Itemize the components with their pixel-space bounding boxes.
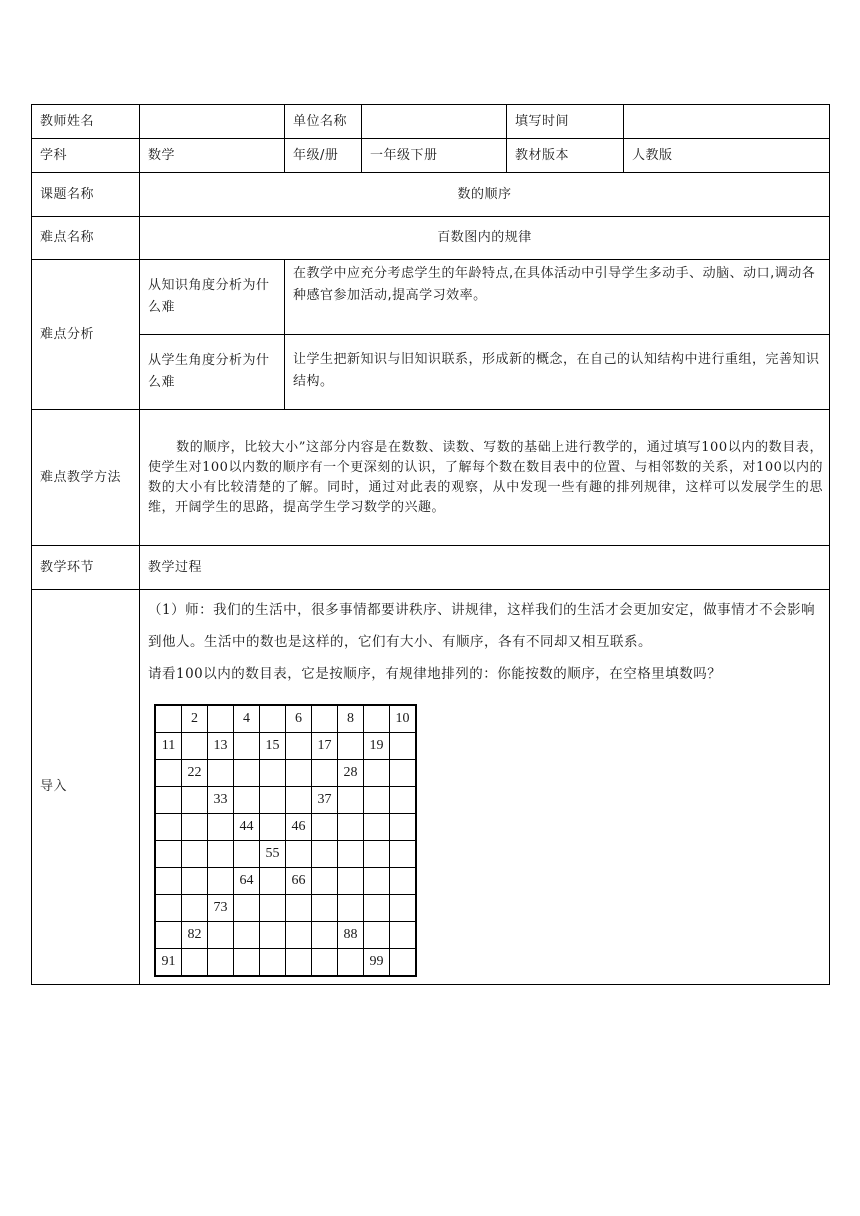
grid-row bbox=[155, 760, 416, 787]
grid-cell-blank[interactable] bbox=[364, 787, 390, 814]
lesson-plan-document bbox=[31, 104, 829, 985]
grid-row bbox=[155, 705, 416, 733]
grid-cell-filled: 73 bbox=[208, 895, 234, 922]
grid-cell-blank[interactable] bbox=[390, 733, 417, 760]
difficulty-value: 百数图内的规律 bbox=[140, 217, 830, 260]
grid-cell-blank[interactable] bbox=[155, 868, 182, 895]
grid-cell-blank[interactable] bbox=[338, 868, 364, 895]
grid-cell-blank[interactable] bbox=[260, 868, 286, 895]
grid-cell-blank[interactable] bbox=[260, 787, 286, 814]
grid-cell-filled: 46 bbox=[286, 814, 312, 841]
grid-cell-blank[interactable] bbox=[155, 922, 182, 949]
fill-date-value bbox=[624, 105, 830, 139]
grid-cell-filled: 13 bbox=[208, 733, 234, 760]
grid-cell-filled: 64 bbox=[234, 868, 260, 895]
knowledge-angle-value: 在教学中应充分考虑学生的年龄特点,在具体活动中引导学生多动手、动脑、动口,调动各种感官参加活动,提高学习效率。 bbox=[285, 260, 830, 335]
grid-cell-blank[interactable] bbox=[364, 841, 390, 868]
grid-row bbox=[155, 841, 416, 868]
grid-cell-blank[interactable] bbox=[208, 922, 234, 949]
grid-cell-blank[interactable] bbox=[364, 705, 390, 733]
method-label: 难点教学方法 bbox=[32, 410, 140, 546]
grid-cell-filled: 2 bbox=[182, 705, 208, 733]
grid-cell-filled: 17 bbox=[312, 733, 338, 760]
grid-cell-blank[interactable] bbox=[312, 760, 338, 787]
topic-label: 课题名称 bbox=[32, 173, 140, 217]
grid-row bbox=[155, 787, 416, 814]
grid-cell-blank[interactable] bbox=[182, 949, 208, 977]
hundred-chart-grid bbox=[154, 704, 417, 977]
subject-value: 数学 bbox=[140, 139, 285, 173]
grid-cell-blank[interactable] bbox=[208, 841, 234, 868]
grid-cell-filled: 91 bbox=[155, 949, 182, 977]
unit-name-label: 单位名称 bbox=[285, 105, 362, 139]
grid-cell-blank[interactable] bbox=[182, 787, 208, 814]
fill-date-label: 填写时间 bbox=[507, 105, 624, 139]
grid-cell-blank[interactable] bbox=[364, 895, 390, 922]
grid-row bbox=[155, 733, 416, 760]
grid-cell-blank[interactable] bbox=[155, 760, 182, 787]
grid-cell-blank[interactable] bbox=[286, 895, 312, 922]
grid-cell-blank[interactable] bbox=[234, 787, 260, 814]
grid-cell-blank[interactable] bbox=[234, 841, 260, 868]
grid-cell-blank[interactable] bbox=[155, 814, 182, 841]
analysis-label: 难点分析 bbox=[32, 260, 140, 410]
difficulty-label: 难点名称 bbox=[32, 217, 140, 260]
grid-cell-blank[interactable] bbox=[208, 705, 234, 733]
grid-cell-blank[interactable] bbox=[364, 922, 390, 949]
grid-cell-blank[interactable] bbox=[286, 922, 312, 949]
grid-cell-blank[interactable] bbox=[338, 814, 364, 841]
grid-cell-blank[interactable] bbox=[312, 949, 338, 977]
grid-cell-blank[interactable] bbox=[338, 733, 364, 760]
method-paragraph bbox=[140, 410, 830, 546]
grid-cell-blank[interactable] bbox=[182, 895, 208, 922]
grid-cell-blank[interactable] bbox=[364, 868, 390, 895]
grade-value: 一年级下册 bbox=[362, 139, 507, 173]
grid-cell-blank[interactable] bbox=[155, 841, 182, 868]
grid-cell-filled: 44 bbox=[234, 814, 260, 841]
topic-value: 数的顺序 bbox=[140, 173, 830, 217]
grid-cell-blank[interactable] bbox=[155, 705, 182, 733]
student-angle-label: 从学生角度分析为什么难 bbox=[140, 335, 285, 410]
subject-label: 学科 bbox=[32, 139, 140, 173]
grid-cell-blank[interactable] bbox=[312, 814, 338, 841]
student-angle-value: 让学生把新知识与旧知识联系，形成新的概念，在自己的认知结构中进行重组，完善知识结构。 bbox=[285, 335, 830, 410]
grid-cell-filled: 82 bbox=[182, 922, 208, 949]
grid-cell-blank[interactable] bbox=[234, 922, 260, 949]
grid-cell-filled: 15 bbox=[260, 733, 286, 760]
grid-cell-blank[interactable] bbox=[338, 787, 364, 814]
lesson-plan-table bbox=[31, 104, 830, 985]
grid-cell-blank[interactable] bbox=[208, 814, 234, 841]
teacher-name-label: 教师姓名 bbox=[32, 105, 140, 139]
grid-row bbox=[155, 814, 416, 841]
grid-row bbox=[155, 949, 416, 977]
grid-cell-filled: 19 bbox=[364, 733, 390, 760]
grid-cell-filled: 88 bbox=[338, 922, 364, 949]
grid-cell-blank[interactable] bbox=[182, 733, 208, 760]
grid-cell-blank[interactable] bbox=[155, 787, 182, 814]
grid-cell-blank[interactable] bbox=[390, 895, 417, 922]
grid-cell-filled: 28 bbox=[338, 760, 364, 787]
grid-cell-blank[interactable] bbox=[286, 787, 312, 814]
grid-cell-blank[interactable] bbox=[312, 705, 338, 733]
knowledge-angle-label: 从知识角度分析为什么难 bbox=[140, 260, 285, 335]
grid-cell-blank[interactable] bbox=[286, 733, 312, 760]
grid-cell-filled: 99 bbox=[364, 949, 390, 977]
intro-content bbox=[140, 590, 830, 985]
grid-cell-blank[interactable] bbox=[364, 760, 390, 787]
unit-name-value bbox=[362, 105, 507, 139]
grid-cell-blank[interactable] bbox=[234, 895, 260, 922]
grid-cell-filled: 11 bbox=[155, 733, 182, 760]
grid-cell-blank[interactable] bbox=[182, 868, 208, 895]
grid-cell-blank[interactable] bbox=[260, 922, 286, 949]
grid-cell-blank[interactable] bbox=[260, 705, 286, 733]
grid-row bbox=[155, 868, 416, 895]
grid-cell-filled: 22 bbox=[182, 760, 208, 787]
grid-cell-filled: 4 bbox=[234, 705, 260, 733]
grid-cell-blank[interactable] bbox=[286, 760, 312, 787]
edition-label: 教材版本 bbox=[507, 139, 624, 173]
grade-label: 年级/册 bbox=[285, 139, 362, 173]
grid-cell-filled: 10 bbox=[390, 705, 417, 733]
grid-cell-blank[interactable] bbox=[155, 895, 182, 922]
grid-cell-filled: 37 bbox=[312, 787, 338, 814]
grid-cell-blank[interactable] bbox=[390, 760, 417, 787]
teacher-name-value bbox=[140, 105, 285, 139]
grid-cell-blank[interactable] bbox=[234, 760, 260, 787]
grid-cell-blank[interactable] bbox=[364, 814, 390, 841]
intro-paragraph-1: （1）师：我们的生活中，很多事情都要讲秩序、讲规律，这样我们的生活才会更加安定，做事情才不会影响到他人。生活中的数也是这样的，它们有大小、有顺序，各有不同却又相互联系。 bbox=[148, 602, 816, 650]
grid-cell-blank[interactable] bbox=[208, 868, 234, 895]
grid-cell-filled: 55 bbox=[260, 841, 286, 868]
grid-cell-blank[interactable] bbox=[260, 760, 286, 787]
grid-cell-blank[interactable] bbox=[182, 841, 208, 868]
grid-cell-blank[interactable] bbox=[286, 949, 312, 977]
grid-cell-blank[interactable] bbox=[312, 895, 338, 922]
grid-cell-filled: 6 bbox=[286, 705, 312, 733]
grid-cell-blank[interactable] bbox=[208, 760, 234, 787]
grid-cell-blank[interactable] bbox=[286, 841, 312, 868]
grid-cell-blank[interactable] bbox=[182, 814, 208, 841]
grid-row bbox=[155, 922, 416, 949]
grid-cell-blank[interactable] bbox=[390, 787, 417, 814]
grid-cell-blank[interactable] bbox=[312, 922, 338, 949]
grid-cell-blank[interactable] bbox=[260, 895, 286, 922]
grid-cell-filled: 33 bbox=[208, 787, 234, 814]
grid-cell-blank[interactable] bbox=[338, 895, 364, 922]
stage-label: 教学环节 bbox=[32, 546, 140, 590]
grid-cell-blank[interactable] bbox=[338, 949, 364, 977]
grid-cell-blank[interactable] bbox=[260, 949, 286, 977]
grid-cell-blank[interactable] bbox=[390, 922, 417, 949]
edition-value: 人教版 bbox=[624, 139, 830, 173]
grid-row bbox=[155, 895, 416, 922]
intro-paragraph-2: 请看100以内的数目表，它是按顺序，有规律地排列的：你能按数的顺序，在空格里填数吗？ bbox=[148, 666, 722, 682]
grid-cell-blank[interactable] bbox=[312, 868, 338, 895]
grid-cell-blank[interactable] bbox=[234, 949, 260, 977]
grid-cell-blank[interactable] bbox=[390, 841, 417, 868]
grid-cell-blank[interactable] bbox=[390, 814, 417, 841]
process-label: 教学过程 bbox=[140, 546, 830, 590]
grid-cell-blank[interactable] bbox=[338, 841, 364, 868]
intro-label: 导入 bbox=[32, 590, 140, 985]
grid-cell-filled: 8 bbox=[338, 705, 364, 733]
grid-cell-blank[interactable] bbox=[208, 949, 234, 977]
grid-cell-blank[interactable] bbox=[390, 949, 417, 977]
grid-cell-blank[interactable] bbox=[312, 841, 338, 868]
grid-cell-blank[interactable] bbox=[234, 733, 260, 760]
grid-cell-filled: 66 bbox=[286, 868, 312, 895]
grid-cell-blank[interactable] bbox=[260, 814, 286, 841]
method-text: 数的顺序，比较大小”这部分内容是在数数、读数、写数的基础上进行教学的，通过填写100以内的数目表，使学生对100以内数的顺序有一个更深刻的认识，了解每个数在数目表中的位置、与相邻数的关系，对100以内的数的大小有比较清楚的了解。同时，通过对此表的观察，从中发现一些有趣的排列规律，这样可以发展学生的思维，开阔学生的思路，提高学生学习数学的兴趣。 bbox=[148, 439, 823, 515]
grid-cell-blank[interactable] bbox=[390, 868, 417, 895]
